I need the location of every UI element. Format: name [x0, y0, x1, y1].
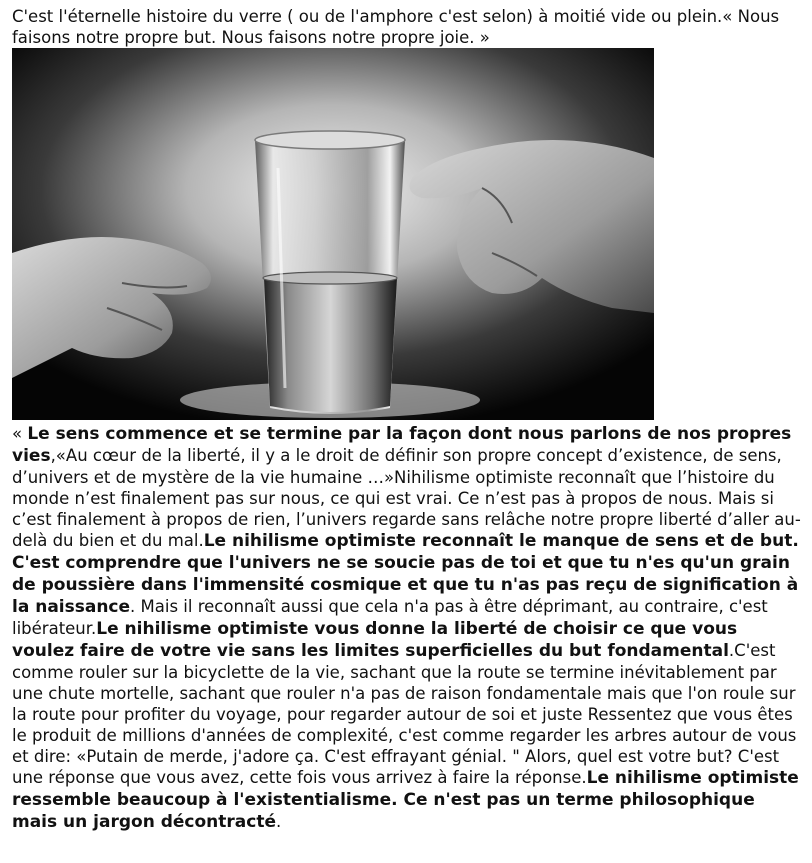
text-2: . Mais il reconnaît aussi que cela n'a pas à être déprimant, au contraire, c'est libérateur. [12, 597, 768, 638]
text-3: .C'est comme rouler sur la bicyclette de la vie, sachant que la route se termine inévitablement par une chute mortelle, sachant que rouler n'a pas de raison fondamentale mais que l'on roule sur la route pour profiter du voyage, pour regarder autour de soi et juste Ressentez que vous êtes le produit de millions d'années de complexité, c'est comme regarder les arbres autour de vous et dire: «Putain de merde, j'adore ça. C'est effrayant génial. " Alors, quel est votre but? C'est une réponse que vous avez, cette fois vous arrivez à faire la réponse. [12, 641, 797, 787]
quote-open: « [12, 424, 28, 443]
emphasis-4: Le nihilisme optimiste ressemble beaucoup à l'existentialisme. Ce n'est pas un terme philosophique mais un jargon décontracté [12, 768, 799, 832]
intro-text: C'est l'éternelle histoire du verre ( ou de l'amphore c'est selon) à moitié vide ou plein.« Nous faisons notre propre but. Nous faisons notre propre joie. » [12, 7, 780, 47]
emphasis-1: Le sens commence et se termine par la façon dont nous parlons de nos propres vies [12, 424, 792, 466]
article-body [12, 423, 802, 833]
glass-photo [12, 48, 654, 420]
text-1: ,«Au cœur de la liberté, il y a le droit de définir son propre concept d’existence, de sens, d’univers et de mystère de la vie humaine …»Nihilisme optimiste reconnaît que l’histoire du monde n’est finalement pas sur nous, ce qui est vrai. Ce n’est pas à propos de nous. Mais si c’est finalement à propos de rien, l’univers regarde sans relâche notre propre liberté d’aller au-delà du bien et du mal. [12, 446, 801, 550]
text-4: . [276, 812, 282, 831]
emphasis-2: Le nihilisme optimiste reconnaît le manque de sens et de but. C'est comprendre que l'univers ne se soucie pas de toi et que tu n'es qu'un grain de poussière dans l'immensité cosmique et que tu n'as pas reçu de signification à la naissance [12, 531, 799, 617]
article-page [12, 6, 802, 833]
emphasis-3: Le nihilisme optimiste vous donne la liberté de choisir ce que vous voulez faire de votre vie sans les limites superficielles du but fondamental [12, 619, 738, 661]
